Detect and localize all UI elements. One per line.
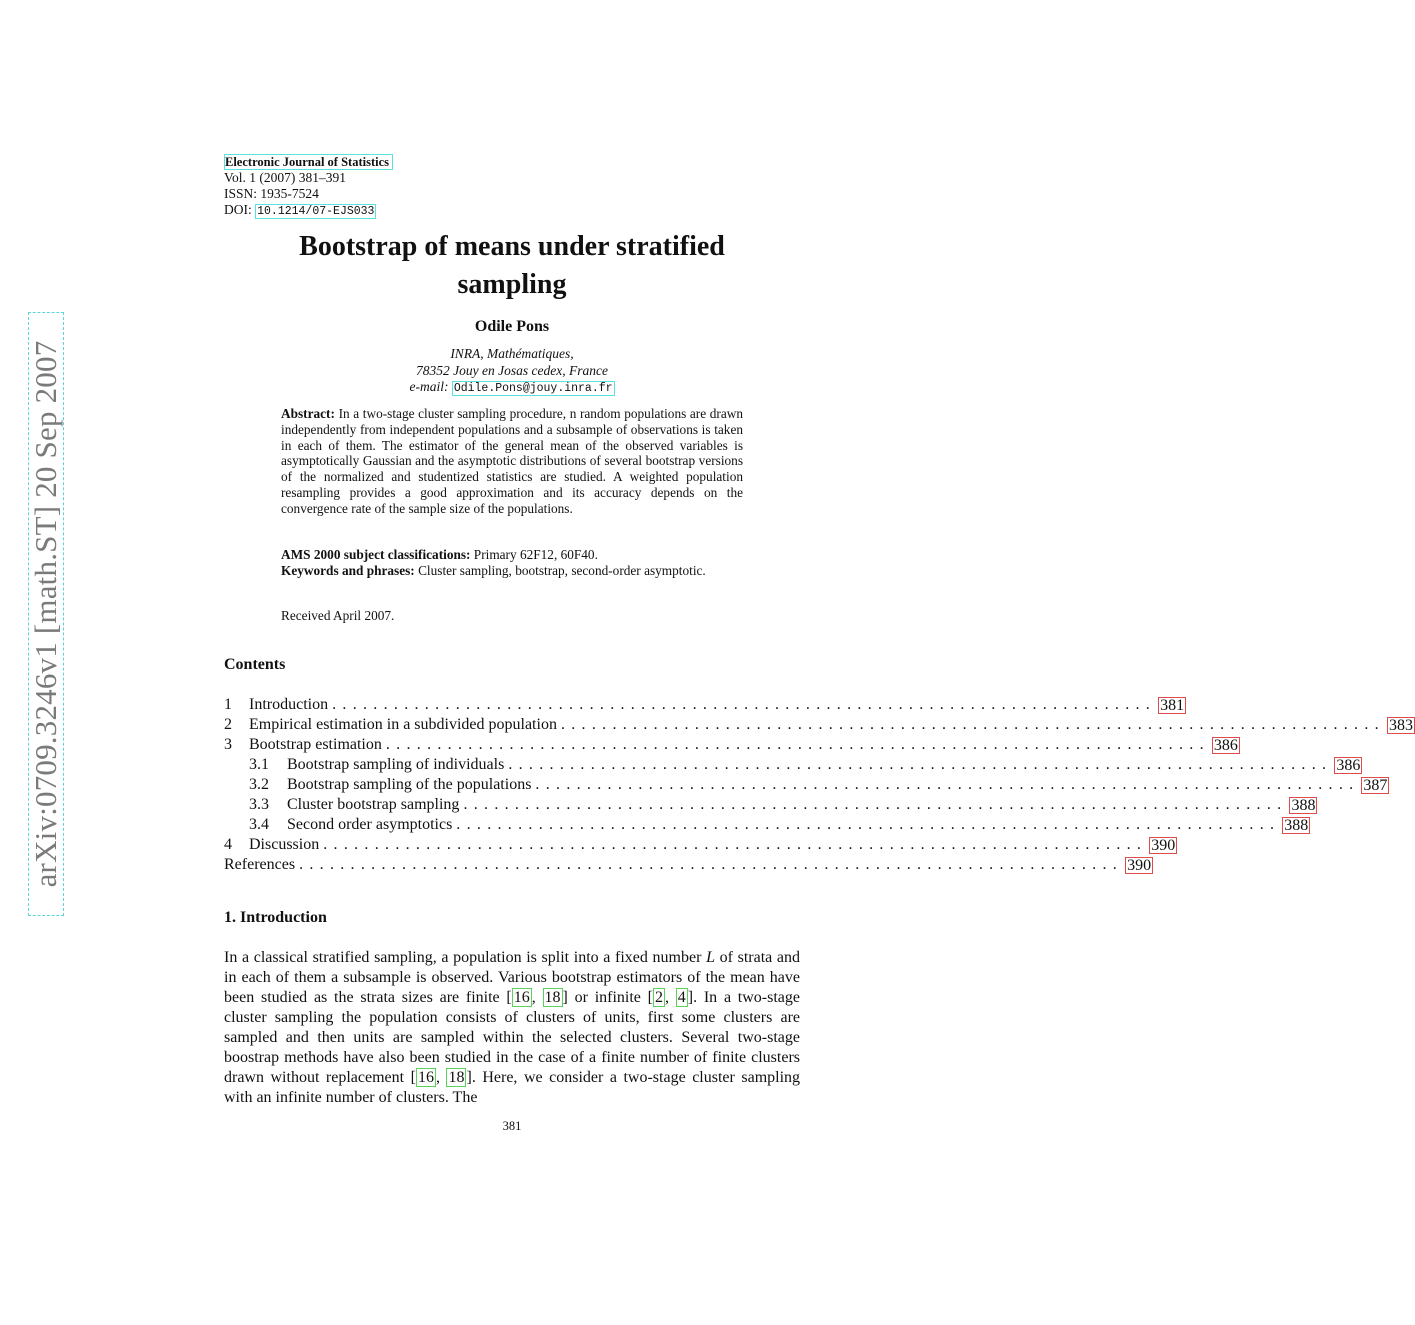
toc-leader-dots: ................................................................................: [323, 836, 1148, 853]
abstract: [281, 406, 743, 517]
author-name: Odile Pons: [474, 318, 550, 335]
toc-number: 3.4: [249, 816, 269, 833]
toc-leader-dots: ................................................................................: [385, 736, 1210, 753]
toc-page-link[interactable]: 383: [1388, 716, 1413, 734]
toc-page-link[interactable]: 388: [1284, 816, 1309, 834]
toc-page-link[interactable]: 386: [1213, 736, 1238, 754]
abstract-text: In a two-stage cluster sampling procedure, n random populations are drawn independently from independent populations and a subsample of observations is taken in each of them. The estimator of the general mean of the observed variables is asymptotically Gaussian and the asymptotic distributions of several bootstrap versions of the normalized and studentized statistics are studied. A weighted population resampling provides a good approximation and its accuracy depends on the convergence rate of the sample size of the populations.: [281, 406, 743, 516]
toc-number: 3.1: [249, 756, 269, 773]
toc-number: 3.2: [249, 776, 269, 793]
doi-link[interactable]: 10.1214/07-EJS033: [257, 205, 375, 218]
toc-number: 2: [224, 716, 232, 733]
toc-leader-dots: ................................................................................: [456, 816, 1281, 833]
toc-page-link[interactable]: 381: [1160, 696, 1185, 714]
toc-title: Bootstrap sampling of the populations: [287, 775, 535, 795]
table-of-contents: [224, 695, 1413, 875]
email-label: e-mail:: [409, 379, 452, 394]
keywords-label: Keywords and phrases:: [281, 562, 415, 578]
citation-link[interactable]: 16: [513, 989, 530, 1006]
received-date: Received April 2007.: [281, 608, 395, 623]
toc-title: Introduction: [249, 695, 332, 715]
toc-leader-dots: ................................................................................: [332, 696, 1157, 713]
toc-entry: [224, 815, 1309, 835]
ams-label: AMS 2000 subject classifications:: [281, 547, 471, 562]
intro-text: ] or infinite [: [562, 989, 653, 1006]
toc-title: Cluster bootstrap sampling: [287, 795, 463, 815]
toc-leader-dots: ................................................................................: [535, 776, 1360, 793]
citation-link[interactable]: 4: [677, 989, 686, 1006]
arxiv-identifier: arXiv:0709.3246v1 [math.ST] 20 Sep 2007: [28, 340, 63, 888]
contents-heading: Contents: [224, 656, 286, 673]
affiliation-email: [224, 379, 800, 398]
affiliation-line-2: 78352 Jouy en Josas cedex, France: [416, 362, 608, 378]
title-line-2: sampling: [457, 269, 567, 300]
keywords-text: Cluster sampling, bootstrap, second-order asymptotic.: [418, 562, 706, 578]
paper-title: [224, 228, 800, 304]
toc-title: Second order asymptotics: [287, 815, 456, 835]
toc-entry: [224, 855, 1152, 875]
toc-leader-dots: ................................................................................: [508, 756, 1333, 773]
title-line-1: Bootstrap of means under stratified: [299, 231, 725, 262]
citation-separator: ,: [665, 989, 676, 1006]
toc-leader-dots: ................................................................................: [560, 716, 1385, 733]
citation-link[interactable]: 18: [448, 1069, 465, 1086]
toc-number: 3: [224, 736, 232, 753]
journal-volume: Vol. 1 (2007) 381–391: [224, 170, 347, 185]
toc-entry: [224, 715, 1413, 735]
toc-title: Bootstrap sampling of individuals: [287, 755, 508, 775]
toc-page-link[interactable]: 386: [1336, 756, 1361, 774]
email-link[interactable]: Odile.Pons@jouy.inra.fr: [453, 382, 613, 395]
toc-page-link[interactable]: 390: [1151, 836, 1176, 854]
toc-entry: [224, 835, 1176, 855]
section-heading-introduction: 1. Introduction: [224, 909, 327, 926]
toc-page-link[interactable]: 387: [1363, 776, 1388, 794]
intro-text: ]. Here, we consider a two-stage cluster sampling with an infinite number of clusters. The: [224, 1069, 801, 1106]
toc-page-link[interactable]: 390: [1127, 856, 1152, 874]
introduction-paragraph: [224, 948, 800, 1108]
citation-link[interactable]: 18: [544, 989, 561, 1006]
intro-text: ]. In a two-stage cluster sampling the population consists of clusters of units, first some clusters are sampled and then units are sampled within the selected clusters. Several two-stage boostrap methods have also been studied in the case of a finite number of finite clusters drawn without replacement [: [224, 989, 801, 1086]
abstract-label: Abstract:: [281, 406, 335, 421]
intro-text: In a classical stratified sampling, a population is split into a fixed number: [224, 949, 707, 966]
citation-link[interactable]: 16: [417, 1069, 434, 1086]
ams-text: Primary 62F12, 60F40.: [473, 547, 598, 562]
toc-title: Discussion: [249, 835, 323, 855]
toc-leader-dots: ................................................................................: [463, 796, 1288, 813]
author-affiliation: [224, 346, 800, 398]
toc-entry: [224, 695, 1185, 715]
page-number: 381: [502, 1119, 522, 1133]
toc-title: Empirical estimation in a subdivided population: [249, 715, 561, 735]
math-variable: L: [706, 949, 715, 966]
citation-separator: ,: [531, 989, 543, 1006]
toc-title: Bootstrap estimation: [249, 735, 386, 755]
toc-number: 3.3: [249, 796, 269, 813]
toc-entry: [224, 755, 1361, 775]
doi-label: DOI:: [224, 202, 256, 217]
citation-separator: ,: [435, 1069, 447, 1086]
journal-issn: ISSN: 1935-7524: [224, 186, 319, 201]
citation-link[interactable]: 2: [655, 989, 663, 1006]
toc-number: 1: [224, 696, 232, 713]
affiliation-line-1: INRA, Mathématiques,: [450, 346, 574, 361]
journal-header: [224, 154, 393, 219]
journal-doi: [224, 202, 393, 219]
toc-number: 4: [224, 836, 232, 853]
classification-block: [281, 547, 751, 579]
toc-leader-dots: ................................................................................: [299, 856, 1124, 873]
toc-entry: [224, 735, 1238, 755]
journal-name-link[interactable]: Electronic Journal of Statistics: [224, 154, 393, 170]
toc-entry: [224, 775, 1388, 795]
toc-page-link[interactable]: 388: [1291, 796, 1316, 814]
toc-title: References: [224, 855, 299, 875]
intro-text: of strata and in each of them a subsample is observed. Various bootstrap estimators of the mean have been studied as the strata sizes are finite [: [224, 949, 801, 1006]
toc-entry: [224, 795, 1316, 815]
